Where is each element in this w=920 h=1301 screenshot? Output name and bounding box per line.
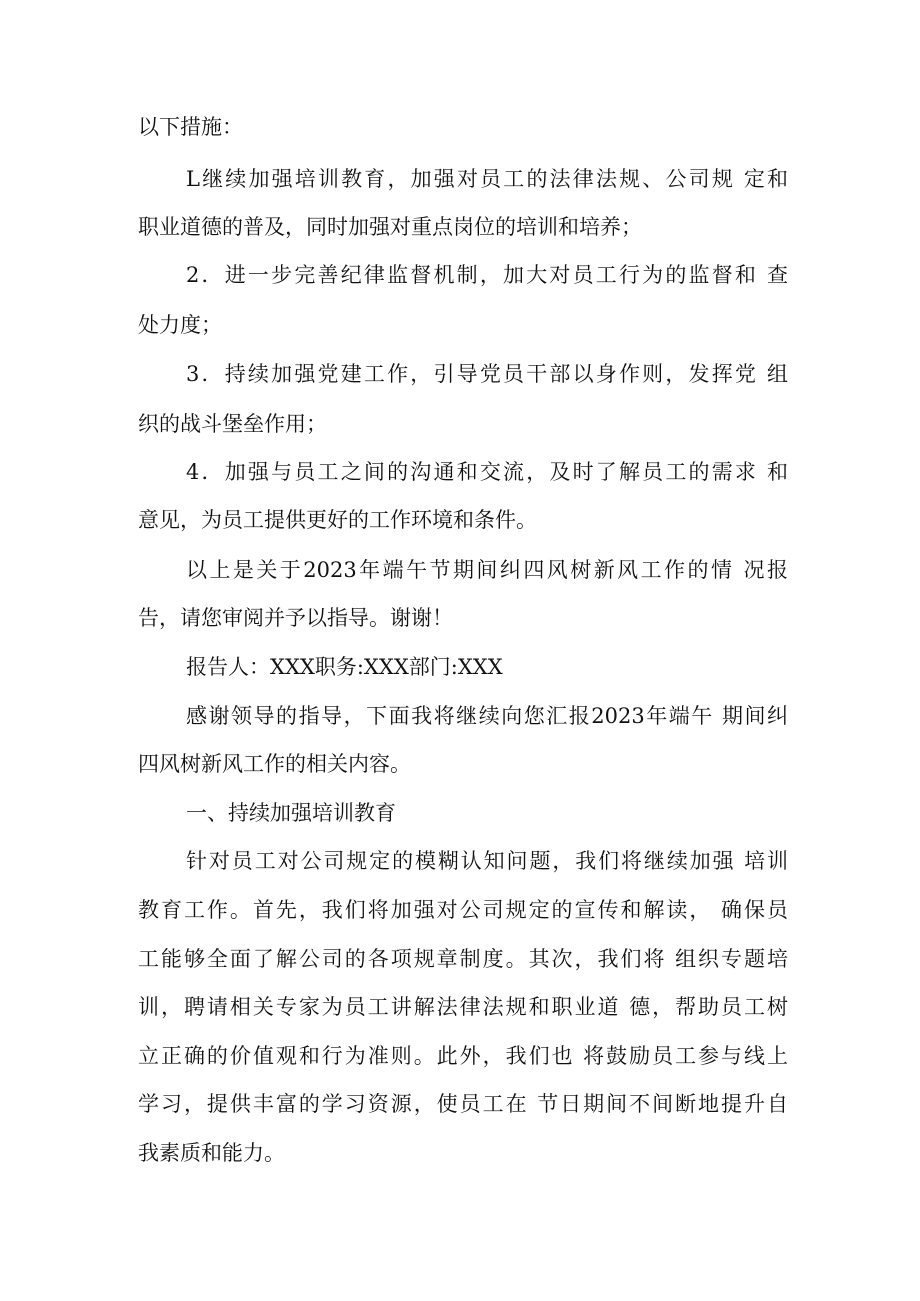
- text-line-item-4-cont: 意见，为员工提供更好的工作环境和条件。: [138, 508, 537, 532]
- text-line-item-1: L继续加强培训教育，加强对员工的法律法规、公司规 定和: [186, 167, 788, 191]
- text-line-training-4: 训，聘请相关专家为员工讲解法律法规和职业道 德，帮助员工树: [138, 995, 788, 1019]
- text-line-training-5: 立正确的价值观和行为准则。此外，我们也 将鼓励员工参与线上: [138, 1044, 788, 1068]
- text-line-report-summary-cont: 告，请您审阅并予以指导。谢谢！: [138, 606, 453, 630]
- text-line-training-7: 我素质和能力。: [138, 1141, 285, 1165]
- text-line-item-2: 2．进一步完善纪律监督机制，加大对员工行为的监督和 查: [186, 263, 788, 287]
- text-line-report-summary: 以上是关于2023年端午节期间纠四风树新风工作的情 况报: [186, 558, 788, 582]
- text-line-item-3-cont: 织的战斗堡垒作用；: [138, 412, 327, 436]
- text-line-item-4: 4．加强与员工之间的沟通和交流，及时了解员工的需求 和: [186, 460, 788, 484]
- text-line-training-3: 工能够全面了解公司的各项规章制度。其次，我们将 组织专题培: [138, 947, 788, 971]
- text-line-measures-intro: 以下措施：: [138, 115, 243, 139]
- text-line-item-1-cont: 职业道德的普及，同时加强对重点岗位的培训和培养；: [138, 215, 642, 239]
- section-heading-training: 一、持续加强培训教育: [186, 801, 396, 825]
- text-line-continue-report: 感谢领导的指导，下面我将继续向您汇报2023年端午 期间纠: [186, 704, 788, 728]
- text-line-training-1: 针对员工对公司规定的模糊认知问题，我们将继续加强 培训: [186, 849, 788, 873]
- text-line-reporter: 报告人：XXX职务:XXX部门:XXX: [186, 655, 503, 679]
- text-line-training-6: 学习，提供丰富的学习资源，使员工在 节日期间不间断地提升自: [138, 1092, 788, 1116]
- text-line-training-2: 教育工作。首先，我们将加强对公司规定的宣传和解读， 确保员: [138, 898, 788, 922]
- text-line-item-3: 3．持续加强党建工作，引导党员干部以身作则，发挥党 组: [186, 362, 788, 386]
- text-line-continue-report-cont: 四风树新风工作的相关内容。: [138, 752, 411, 776]
- text-line-item-2-cont: 处力度；: [138, 313, 222, 337]
